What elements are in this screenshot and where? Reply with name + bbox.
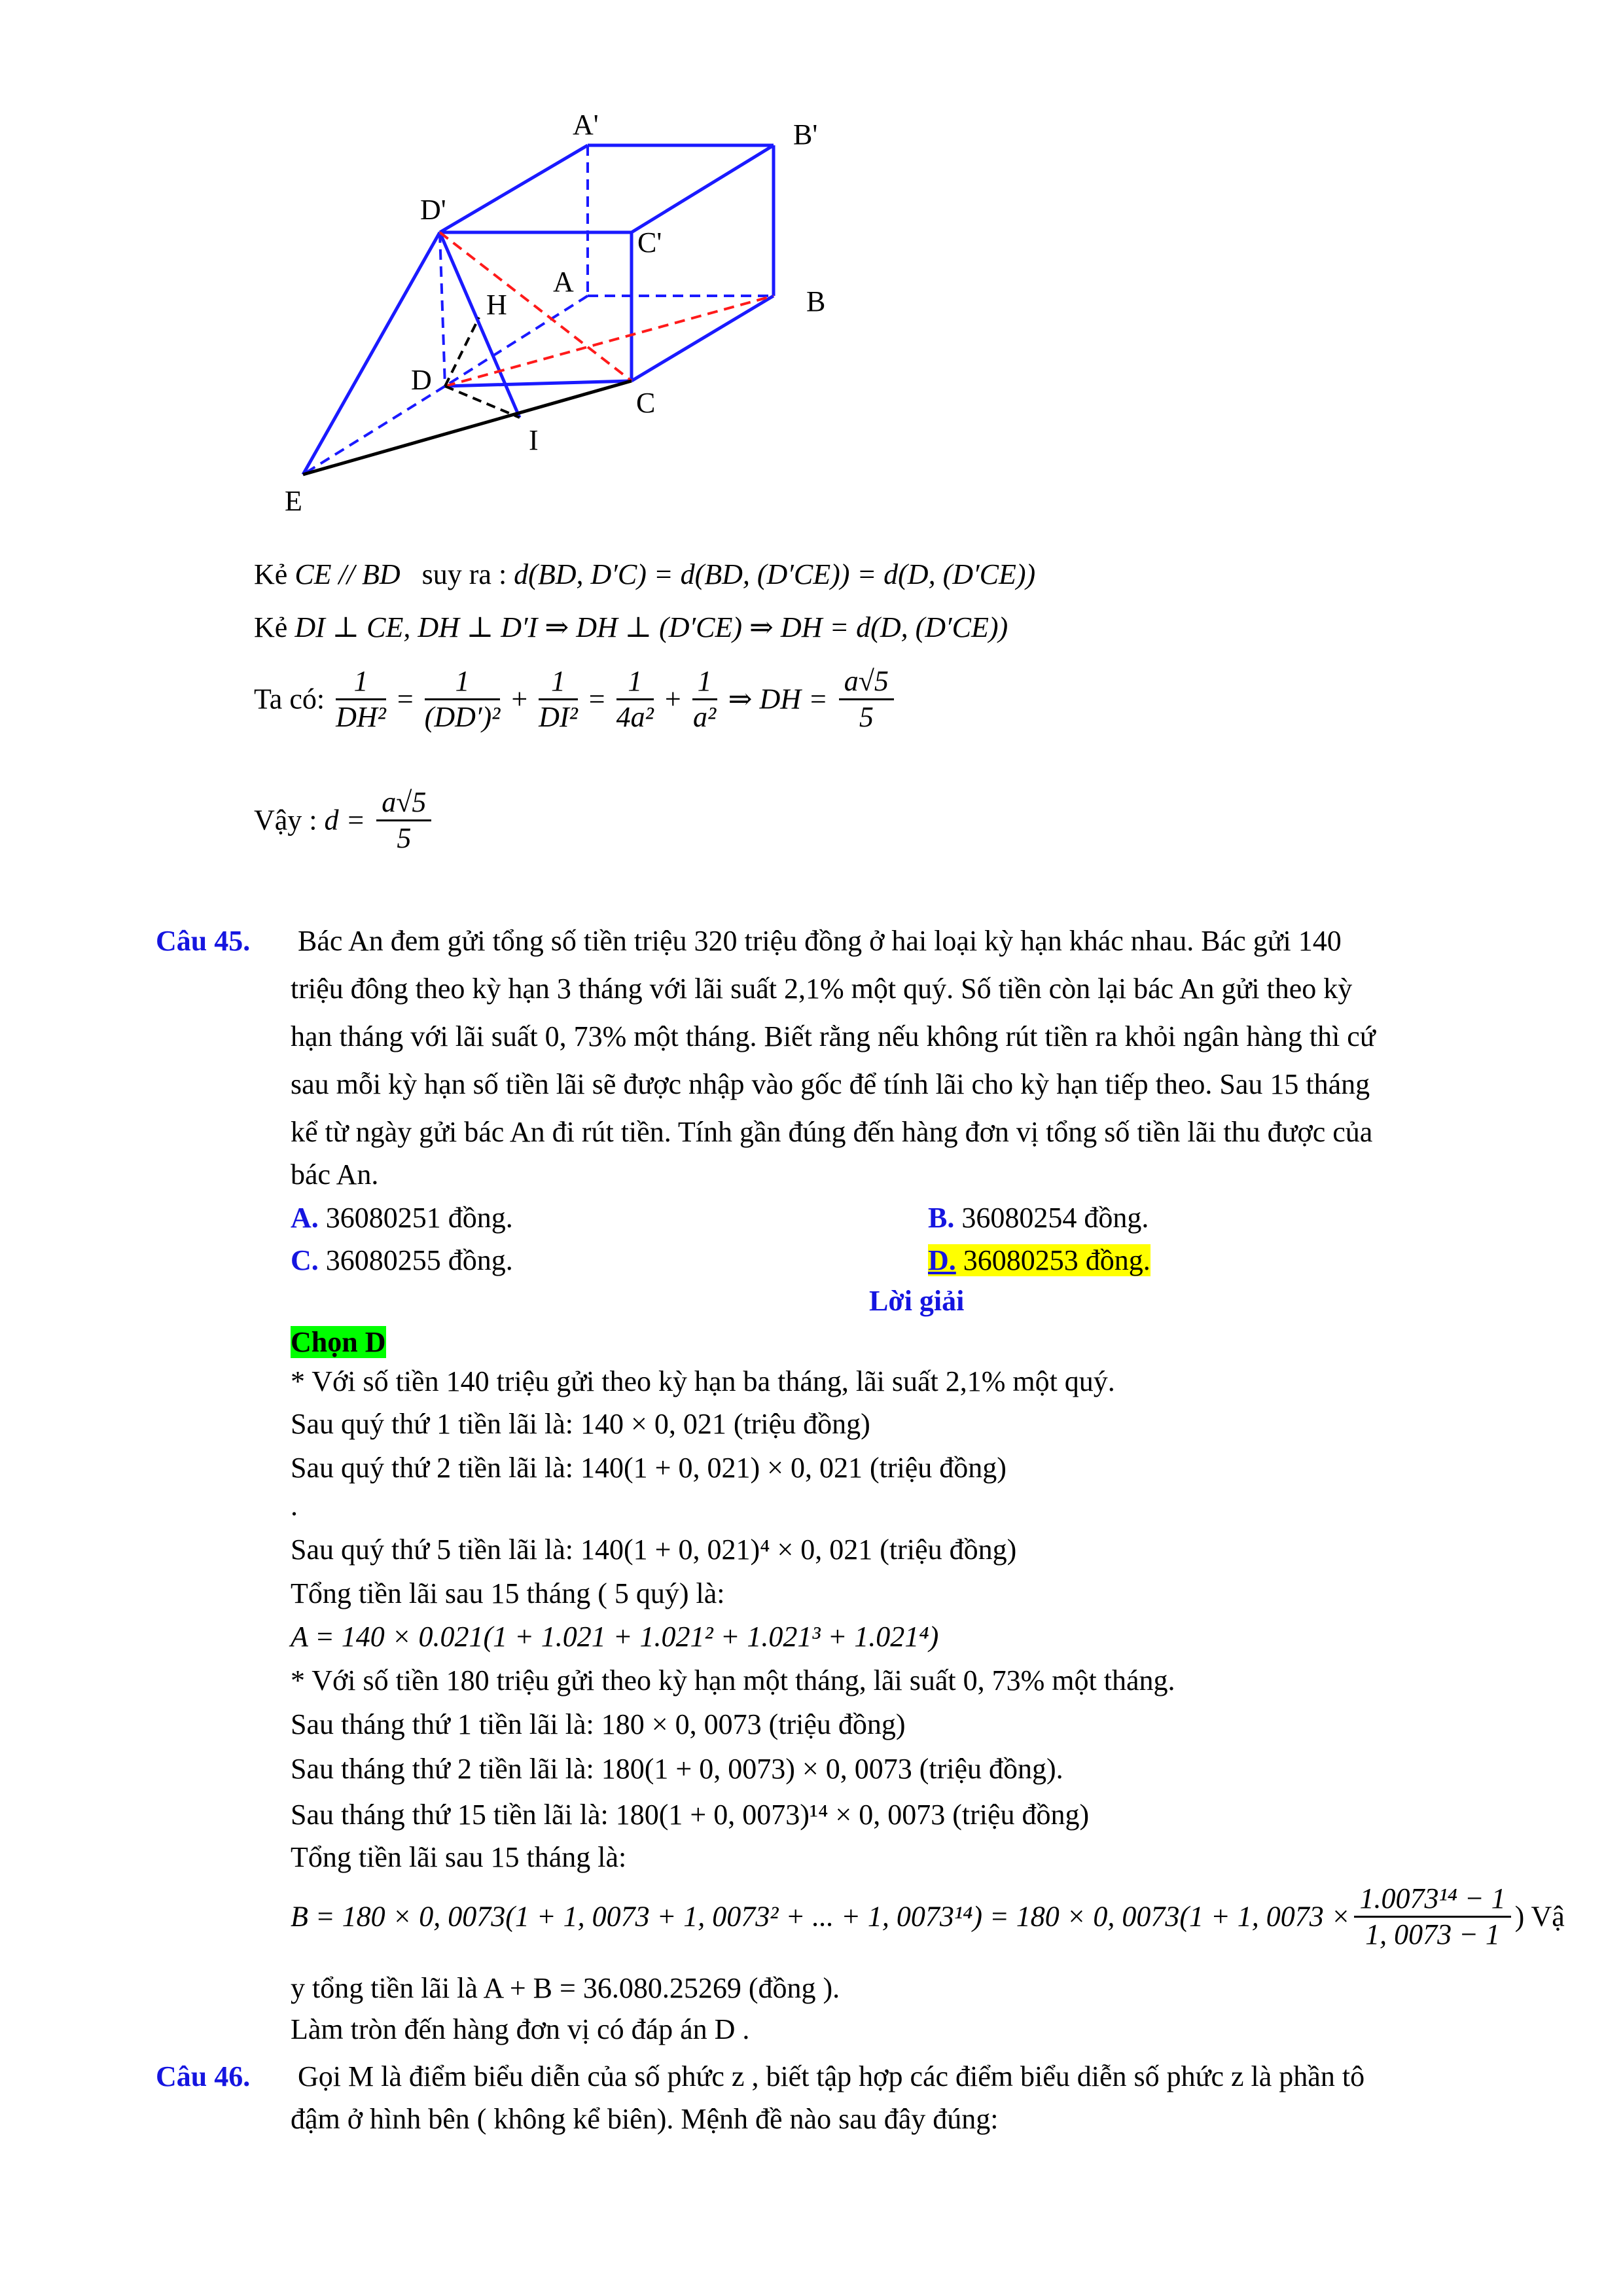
solution-title: Lời giải xyxy=(869,1285,965,1317)
text: suy ra : xyxy=(421,558,507,590)
sol45-line-9: Sau tháng thứ 1 tiền lãi là: 180 × 0, 0073 (triệu đồng) xyxy=(291,1708,906,1740)
formula-right: ) Vậ xyxy=(1514,1900,1565,1933)
q45-text-line-3: hạn tháng với lãi suất 0, 73% một tháng. Biết rằng nếu không rút tiền ra khỏi ngân hàng thì cứ xyxy=(291,1020,1376,1052)
fraction xyxy=(692,664,717,734)
option-text: 36080255 đồng. xyxy=(325,1244,513,1276)
sol45-line-11: Sau tháng thứ 15 tiền lãi là: 180(1 + 0, 0073)¹⁴ × 0, 0073 (triệu đồng) xyxy=(291,1799,1090,1831)
q45-text-line-1: Bác An đem gửi tổng số tiền triệu 320 triệu đồng ở hai loại kỳ hạn khác nhau. Bác gửi 140 xyxy=(298,925,1342,957)
label-B: B xyxy=(806,285,826,317)
sol45-line-6: Tổng tiền lãi sau 15 tháng ( 5 quý) là: xyxy=(291,1577,725,1609)
math: DH = xyxy=(759,683,828,715)
numerator: 1 xyxy=(692,664,717,700)
sol44-line4 xyxy=(254,785,435,855)
edge-Dp-C-red xyxy=(440,232,632,381)
q46-text-line-1: Gọi M là điểm biểu diễn của số phức z , biết tập hợp các điểm biểu diễn số phức z là phần tô xyxy=(298,2060,1365,2092)
q45-text-line-4: sau mỗi kỳ hạn số tiền lãi sẽ được nhập vào gốc để tính lãi cho kỳ hạn tiếp theo. Sau 15 tháng xyxy=(291,1068,1370,1100)
chon-badge: Chọn D xyxy=(291,1326,386,1358)
fraction xyxy=(1354,1882,1510,1952)
math: d(BD, D′C) = d(BD, (D′CE)) = d(D, (D′CE)) xyxy=(514,558,1036,590)
label-A: A xyxy=(553,266,574,298)
question-45-label: Câu 45. xyxy=(156,925,251,957)
edge-Bp-Cp xyxy=(632,145,774,232)
edge-D-H xyxy=(445,317,479,386)
fraction xyxy=(616,664,654,734)
denominator: (DD′)² xyxy=(424,701,501,733)
denominator: 5 xyxy=(859,701,874,733)
denominator: a² xyxy=(693,701,717,733)
label-H: H xyxy=(486,289,507,321)
option-B[interactable] xyxy=(928,1196,1149,1240)
denominator: 5 xyxy=(397,822,412,854)
fraction xyxy=(336,664,386,734)
option-letter: C. xyxy=(291,1244,319,1276)
edge-D-C xyxy=(445,381,632,386)
sol45-line-12: Tổng tiền lãi sau 15 tháng là: xyxy=(291,1841,627,1873)
sol45-line-8: * Với số tiền 180 triệu gửi theo kỳ hạn một tháng, lãi suất 0, 73% một tháng. xyxy=(291,1664,1175,1696)
sol45-line-1: * Với số tiền 140 triệu gửi theo kỳ hạn ba tháng, lãi suất 2,1% một quý. xyxy=(291,1365,1115,1397)
numerator: 1 xyxy=(539,664,578,700)
q45-text-line-6: bác An. xyxy=(291,1158,379,1191)
sol45-line-4: . xyxy=(291,1490,298,1522)
numerator: a√5 xyxy=(376,785,431,821)
option-text: 36080253 đồng. xyxy=(963,1244,1150,1276)
math: d = xyxy=(324,804,366,836)
edge-Dp-E xyxy=(303,232,440,475)
formula-B xyxy=(291,1882,1565,1952)
sol44-line3: Ta có: $\frac{1}{\text{DH²}}$ = $\frac{1}{\text{(DD′)²}}$ + $\frac{1}{\text{DI²}}$ = $\frac{1}{\text{4a²}}$ + $\frac{1}{\text{a²}}$ ⇒ DH = $\frac{a√5}{5}$ xyxy=(254,664,898,734)
text: Kẻ xyxy=(254,611,288,643)
option-D-correct[interactable] xyxy=(928,1239,1150,1282)
edge-C-B xyxy=(632,296,774,381)
label-D: D xyxy=(411,364,432,396)
denominator: DH² xyxy=(336,701,386,733)
geometry-figure xyxy=(249,98,877,524)
edge-Dp-D xyxy=(440,232,445,386)
formula-left: B = 180 × 0, 0073(1 + 1, 0073 + 1, 0073² + ... + 1, 0073¹⁴) = 180 × 0, 0073(1 + 1, 0073 × xyxy=(291,1900,1351,1933)
sol45-tail-1: y tổng tiền lãi là A + B = 36.080.25269 (đồng ). xyxy=(291,1972,840,2004)
sol45-line-10: Sau tháng thứ 2 tiền lãi là: 180(1 + 0, 0073) × 0, 0073 (triệu đồng). xyxy=(291,1753,1063,1785)
option-C[interactable] xyxy=(291,1239,513,1282)
text: Kẻ xyxy=(254,558,288,590)
denominator: DI² xyxy=(539,701,578,733)
label-E: E xyxy=(285,485,302,517)
option-text: 36080254 đồng. xyxy=(961,1202,1149,1234)
numerator: a√5 xyxy=(839,664,894,700)
question-46-label: Câu 46. xyxy=(156,2060,251,2092)
text: Ta có: xyxy=(254,683,325,715)
fraction xyxy=(539,664,578,734)
q46-text-line-2: đậm ở hình bên ( không kể biên). Mệnh đề nào sau đây đúng: xyxy=(291,2103,999,2135)
option-letter: D. xyxy=(928,1244,956,1276)
fraction xyxy=(425,664,501,734)
edge-D-E xyxy=(303,386,445,475)
fraction xyxy=(839,664,894,734)
math: CE // BD xyxy=(294,558,401,590)
option-A[interactable] xyxy=(291,1196,513,1240)
label-D-prime: D' xyxy=(420,194,446,226)
numerator: 1.0073¹⁴ − 1 xyxy=(1354,1882,1510,1918)
q45-text-line-2: triệu đông theo kỳ hạn 3 tháng với lãi suất 2,1% một quý. Số tiền còn lại bác An gửi theo kỳ xyxy=(291,973,1353,1005)
label-C-prime: C' xyxy=(637,226,662,259)
option-text: 36080251 đồng. xyxy=(325,1202,513,1234)
fraction xyxy=(376,785,431,855)
sol45-line-5: Sau quý thứ 5 tiền lãi là: 140(1 + 0, 021)⁴ × 0, 021 (triệu đồng) xyxy=(291,1534,1017,1566)
label-C: C xyxy=(636,387,656,419)
option-letter: A. xyxy=(291,1202,319,1234)
text: Vậy : xyxy=(254,804,317,836)
sol45-line-3: Sau quý thứ 2 tiền lãi là: 140(1 + 0, 021) × 0, 021 (triệu đồng) xyxy=(291,1452,1007,1484)
q45-text-line-5: kể từ ngày gửi bác An đi rút tiền. Tính gần đúng đến hàng đơn vị tổng số tiền lãi thu được của xyxy=(291,1116,1373,1148)
math: DI ⊥ CE, DH ⊥ D′I ⇒ DH ⊥ (D′CE) ⇒ DH = d(D, (D′CE)) xyxy=(294,611,1008,643)
numerator: 1 xyxy=(616,664,654,700)
sol45-tail-2: Làm tròn đến hàng đơn vị có đáp án D . xyxy=(291,2013,750,2045)
sol45-line-2: Sau quý thứ 1 tiền lãi là: 140 × 0, 021 (triệu đồng) xyxy=(291,1408,870,1440)
sol44-line1 xyxy=(254,553,1035,596)
sol45-line-7: A = 140 × 0.021(1 + 1.021 + 1.021² + 1.021³ + 1.021⁴) xyxy=(291,1621,939,1653)
denominator: 1, 0073 − 1 xyxy=(1365,1918,1500,1950)
numerator: 1 xyxy=(425,664,501,700)
chon-answer xyxy=(291,1321,386,1364)
denominator: 4a² xyxy=(616,701,654,733)
option-letter: B. xyxy=(928,1202,955,1234)
label-B-prime: B' xyxy=(793,118,818,151)
sol44-line2 xyxy=(254,606,1008,649)
label-A-prime: A' xyxy=(573,109,599,141)
numerator: 1 xyxy=(336,664,386,700)
label-I: I xyxy=(529,424,539,456)
edge-Dp-Ap xyxy=(440,145,588,232)
